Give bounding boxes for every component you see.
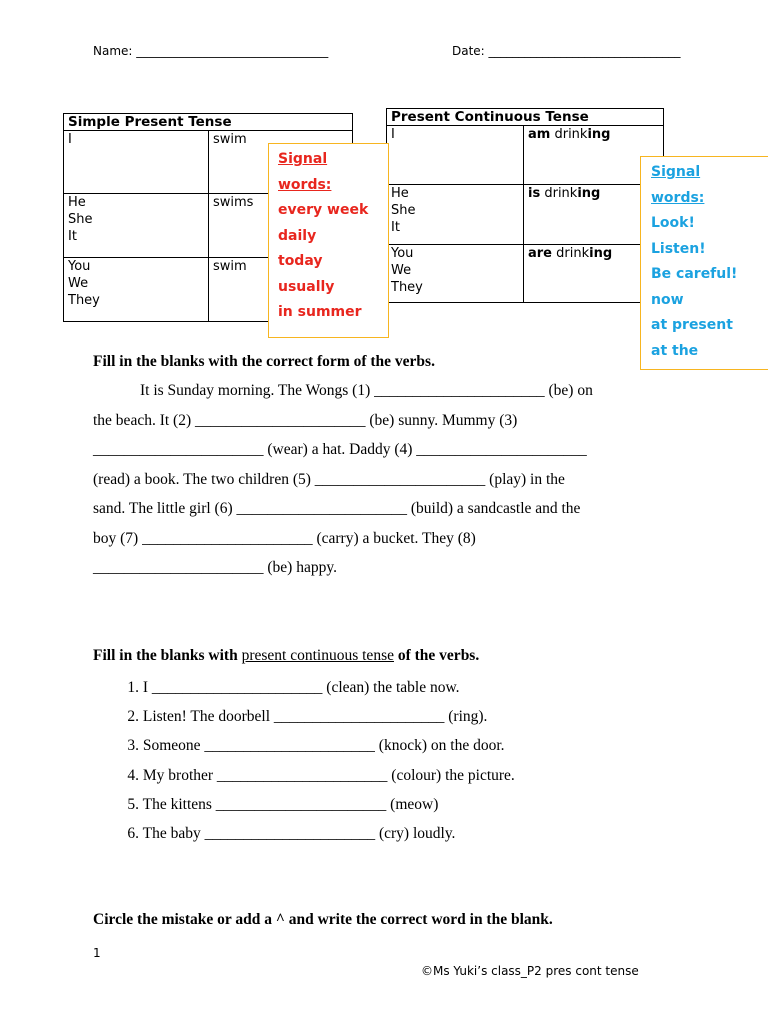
verb-cell: swim [209, 131, 353, 194]
verb-cell: swims [209, 194, 353, 258]
verb-cell: am drinking [524, 126, 664, 185]
signal-word: at present [651, 317, 733, 333]
signal-word: usually [278, 278, 335, 295]
list-item: 5. The kittens ______________________ (meow) [127, 795, 439, 813]
subject-cell: He She It [64, 194, 209, 258]
exercise2-instruction: Fill in the blanks with present continuous tense of the verbs. [93, 647, 480, 664]
signal-word: Listen! [651, 240, 706, 257]
signal-word: every week [278, 202, 369, 218]
exercise2-list [93, 673, 515, 848]
present-continuous-table [386, 108, 664, 303]
signal-words-continuous-box [640, 156, 768, 370]
signal-heading: Signal [278, 151, 328, 167]
copyright-footer: ©Ms Yuki’s class_P2 pres cont tense [421, 964, 639, 978]
signal-word: at the [651, 342, 699, 359]
verb-cell: is drinking [524, 185, 664, 245]
signal-heading: Signal [651, 164, 701, 180]
signal-word: Be careful! [651, 266, 738, 282]
paragraph-line: (read) a book. The two children (5) ______________________ (play) in the [93, 470, 565, 488]
page-number: 1 [93, 946, 101, 960]
subject-cell: I [64, 131, 209, 194]
list-item: 2. Listen! The doorbell ______________________ (ring). [127, 708, 488, 726]
signal-word: now [651, 291, 684, 308]
signal-word: today [278, 253, 323, 269]
exercise1-paragraph [93, 376, 683, 583]
list-item: 3. Someone ______________________ (knock) on the door. [127, 737, 505, 755]
paragraph-line: It is Sunday morning. The Wongs (1) ______________________ (be) on [140, 382, 593, 399]
signal-word: daily [278, 227, 317, 244]
subject-cell: I [387, 126, 524, 185]
name-field-line: Name: ________________________________ [93, 44, 329, 58]
list-item: 1. I ______________________ (clean) the table now. [127, 679, 460, 696]
subject-cell: He She It [387, 185, 524, 245]
simple-present-title: Simple Present Tense [64, 114, 353, 131]
subject-cell: You We They [387, 245, 524, 303]
instruction-underlined: present continuous tense [241, 647, 394, 664]
exercise3-instruction: Circle the mistake or add a ^ and write the correct word in the blank. [93, 911, 553, 928]
subject-cell: You We They [64, 258, 209, 322]
paragraph-line: the beach. It (2) ______________________ (be) sunny. Mummy (3) [93, 411, 518, 429]
date-field-line: Date: ________________________________ [452, 44, 681, 58]
verb-cell: swim [209, 258, 353, 322]
signal-heading: words: [651, 189, 705, 206]
present-continuous-title: Present Continuous Tense [387, 109, 664, 126]
verb-cell: are drinking [524, 245, 664, 303]
paragraph-line: ______________________ (be) happy. [93, 559, 337, 576]
signal-words-simple-box [268, 143, 389, 338]
signal-heading: words: [278, 176, 332, 193]
signal-word: Look! [651, 215, 695, 231]
list-item: 6. The baby ______________________ (cry) loudly. [127, 825, 456, 843]
paragraph-line: sand. The little girl (6) ______________________ (build) a sandcastle and the [93, 500, 581, 517]
list-item: 4. My brother ______________________ (colour) the picture. [127, 766, 515, 784]
paragraph-line: ______________________ (wear) a hat. Daddy (4) ______________________ [93, 441, 587, 458]
paragraph-line: boy (7) ______________________ (carry) a bucket. They (8) [93, 529, 476, 547]
exercise1-instruction: Fill in the blanks with the correct form of the verbs. [93, 353, 435, 370]
signal-word: in summer [278, 304, 362, 320]
